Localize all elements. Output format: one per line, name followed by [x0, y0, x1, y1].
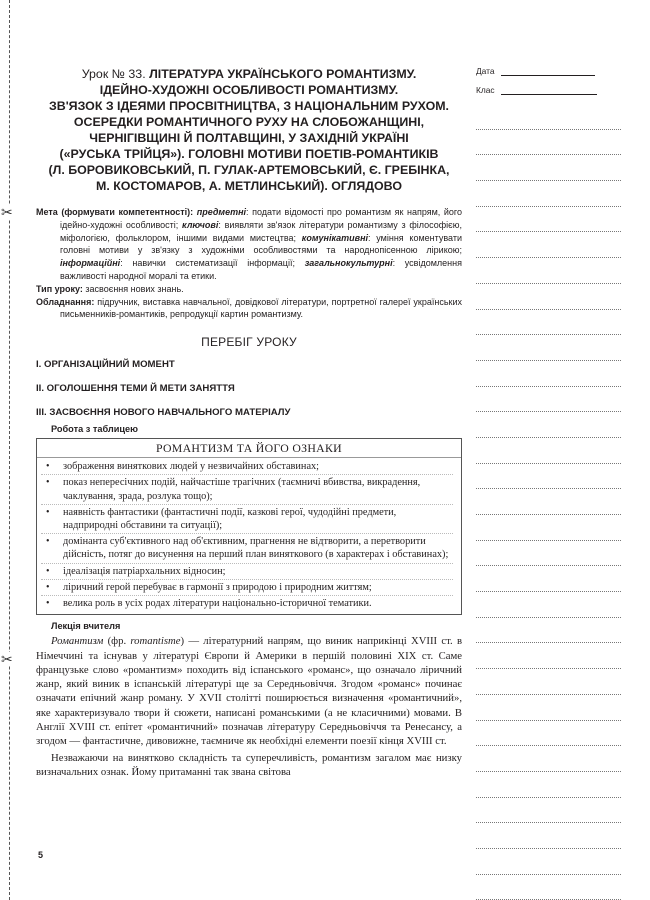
class-line[interactable]	[501, 85, 597, 95]
writing-line[interactable]	[476, 618, 621, 644]
goal-block	[36, 206, 462, 283]
writing-line[interactable]	[476, 130, 621, 156]
writing-line[interactable]	[476, 335, 621, 361]
writing-line[interactable]	[476, 643, 621, 669]
type-text: засвоєння нових знань.	[82, 283, 184, 294]
type-label: Тип уроку:	[36, 283, 83, 294]
table-row	[41, 475, 453, 504]
writing-line[interactable]	[476, 823, 621, 849]
stage-heading: III. ЗАСВОЄННЯ НОВОГО НАВЧАЛЬНОГО МАТЕРІАЛУ	[36, 407, 291, 419]
lesson-number: Урок № 33.	[81, 67, 146, 81]
writing-line[interactable]	[476, 592, 621, 618]
writing-line[interactable]	[476, 232, 621, 258]
class-field	[476, 85, 621, 95]
table-row-text: ліричний герой перебуває в гармонії з природою і природним життям;	[63, 581, 372, 593]
comm-label: комунікативні	[301, 232, 369, 243]
title-line: («РУСЬКА ТРІЙЦЯ»). ГОЛОВНІ МОТИВИ ПОЕТІВ-РОМАНТИКІВ	[59, 147, 439, 161]
table-row	[41, 596, 453, 611]
bullet-icon: •	[46, 506, 50, 518]
date-line[interactable]	[501, 66, 595, 76]
writing-line[interactable]	[476, 875, 621, 900]
subject-label: предметні	[196, 207, 247, 217]
writing-line[interactable]	[476, 695, 621, 721]
bullet-icon: •	[46, 565, 50, 577]
title-line: ЛІТЕРАТУРА УКРАЇНСЬКОГО РОМАНТИЗМУ.	[149, 67, 417, 81]
writing-line[interactable]	[476, 515, 621, 541]
table-row	[41, 459, 453, 475]
writing-line[interactable]	[476, 387, 621, 413]
writing-line[interactable]	[476, 361, 621, 387]
goal-label: Мета (формувати компетентності):	[36, 207, 194, 217]
table-row	[41, 564, 453, 580]
title-line: ЗВ'ЯЗОК З ІДЕЯМИ ПРОСВІТНИЦТВА, З НАЦІОНАЛЬНИМ РУХОМ.	[49, 99, 449, 113]
stage-heading: I. ОРГАНІЗАЦІЙНИЙ МОМЕНТ	[36, 359, 175, 371]
key-text: : виявляти зв'язок літератури романтизму з філософією, міфологією, фольклором, іншими видами мистецтва;	[60, 219, 462, 243]
lecture-paragraph	[36, 634, 462, 748]
bullet-icon: •	[46, 581, 50, 593]
title-line: ОСЕРЕДКИ РОМАНТИЧНОГО РУХУ НА СЛОБОЖАНЩИНІ,	[73, 115, 425, 129]
comm-text: : уміння коментувати головні мотиви у зв'язку з художніми особливостями та народнопісенною лірикою;	[60, 232, 462, 256]
info-label: інформаційні	[60, 258, 121, 269]
table-row-text: велика роль в усіх родах літератури національно-історичної тематики.	[63, 598, 372, 609]
class-label: Клас	[476, 85, 495, 95]
date-field	[476, 66, 621, 76]
writing-line[interactable]	[476, 772, 621, 798]
writing-line[interactable]	[476, 104, 621, 130]
writing-line[interactable]	[476, 310, 621, 336]
bullet-icon: •	[46, 461, 50, 473]
date-label: Дата	[476, 66, 495, 76]
para-text: (фр.	[103, 635, 131, 648]
notes-column	[476, 66, 621, 900]
writing-line[interactable]	[476, 566, 621, 592]
cult-label: загальнокультурні	[304, 258, 393, 269]
key-label: ключові	[182, 219, 219, 230]
bullet-icon: •	[46, 477, 50, 489]
title-line: М. КОСТОМАРОВ, А. МЕТЛИНСЬКИЙ). ОГЛЯДОВО	[96, 179, 402, 193]
writing-line[interactable]	[476, 284, 621, 310]
romanticism-table	[36, 438, 462, 615]
writing-line[interactable]	[476, 258, 621, 284]
writing-line[interactable]	[476, 849, 621, 875]
writing-line[interactable]	[476, 181, 621, 207]
lecture-heading: Лекція вчителя	[51, 621, 121, 632]
page-number: 5	[38, 850, 44, 860]
info-text: : навички систематизації інформації;	[120, 258, 295, 269]
scissors-icon: ✂	[1, 204, 13, 220]
equipment-text: підручник, виставка навчальної, довідкової літератури, портретної галереї українських письменників-романтиків, репродукції картин романтизму.	[60, 296, 462, 320]
cult-text: : усвідомлення важливості народної моралі та етики.	[60, 258, 462, 281]
title-line: ІДЕЙНО-ХУДОЖНІ ОСОБЛИВОСТІ РОМАНТИЗМУ.	[99, 83, 399, 97]
bullet-icon: •	[46, 536, 50, 548]
scissors-icon: ✂	[1, 651, 13, 667]
writing-line[interactable]	[476, 155, 621, 181]
type-block	[36, 283, 462, 296]
lesson-meta	[36, 206, 462, 321]
subject-text: : подати відомості про романтизм як напрям, його ідейно-художні особливості;	[60, 207, 462, 230]
term: Романтизм	[51, 635, 104, 648]
foreign-term: romantisme	[130, 635, 181, 648]
writing-line[interactable]	[476, 489, 621, 515]
writing-lines	[476, 104, 621, 900]
table-row-text: показ непересічних подій, найчастіше трагічних (таємничі вбивства, викрадення, чаклування, зрада, розлука тощо);	[63, 477, 421, 502]
writing-line[interactable]	[476, 464, 621, 490]
table-row-text: наявність фантастики (фантастичні події, казкові герої, чудодійні предмети, надприродні обставини та ситуації);	[63, 506, 397, 531]
writing-line[interactable]	[476, 207, 621, 233]
lecture-paragraph: Незважаючи на винятково складність та суперечливість, романтизм загалом має низку визначальних ознак. Йому притаманні так звана світова	[36, 751, 462, 778]
table-row-text: зображення виняткових людей у незвичайних обставинах;	[63, 461, 320, 473]
equipment-label: Обладнання:	[36, 296, 95, 307]
table-row-text: ідеалізація патріархальних відносин;	[63, 565, 226, 577]
bullet-icon: •	[46, 598, 50, 609]
lesson-title	[36, 66, 462, 194]
course-heading: ПЕРЕБІГ УРОКУ	[201, 335, 297, 350]
writing-line[interactable]	[476, 412, 621, 438]
table-row	[41, 534, 453, 563]
equipment-block	[36, 296, 462, 322]
table-row	[41, 505, 453, 534]
writing-line[interactable]	[476, 669, 621, 695]
writing-line[interactable]	[476, 798, 621, 824]
para-text: ) — літературний напрям, що виник наприкінці XVIII ст. в Німеччині та існував у літературі Європи й Америки в першій половині XIX ст. Саме французьке слово «романтизм» походить від іспанського «романс», що означало ліричний жанр, який виник в іспанській літературі ще за Середньовіччя. Згодом «романс» починає означати епічний жанр роману. У XVII столітті поширюється визначення «романтичний», яке характеризувало твори й сюжети, написані романськими (а не класичними) мовами. В Англії XVIII ст. епітет «романтичний» позначав літературу Середньовіччя та Ренесансу, а згодом — фантастичне, дивовижне, таємниче як необхідні елементи поезії кінця XVIII ст.	[36, 635, 462, 748]
writing-line[interactable]	[476, 438, 621, 464]
main-content	[36, 66, 462, 781]
cut-line	[9, 0, 10, 900]
writing-line[interactable]	[476, 746, 621, 772]
stage-heading: II. ОГОЛОШЕННЯ ТЕМИ Й МЕТИ ЗАНЯТТЯ	[36, 383, 235, 395]
table-work-heading: Робота з таблицею	[51, 424, 138, 435]
writing-line[interactable]	[476, 721, 621, 747]
title-line: (Л. БОРОВИКОВСЬКИЙ, П. ГУЛАК-АРТЕМОВСЬКИЙ, Є. ГРЕБІНКА,	[48, 163, 450, 177]
writing-line[interactable]	[476, 541, 621, 567]
title-line: ЧЕРНІГІВЩИНІ Й ПОЛТАВЩИНІ, У ЗАХІДНІЙ УКРАЇНІ	[89, 131, 409, 145]
table-title: РОМАНТИЗМ ТА ЙОГО ОЗНАКИ	[37, 441, 461, 458]
table-row-text: домінанта суб'єктивного над об'єктивним, прагнення не відтворити, а перетворити дійсність, потяг до висунення на перший план виняткового (в характерах і обставинах);	[63, 536, 449, 561]
table-row	[41, 580, 453, 596]
